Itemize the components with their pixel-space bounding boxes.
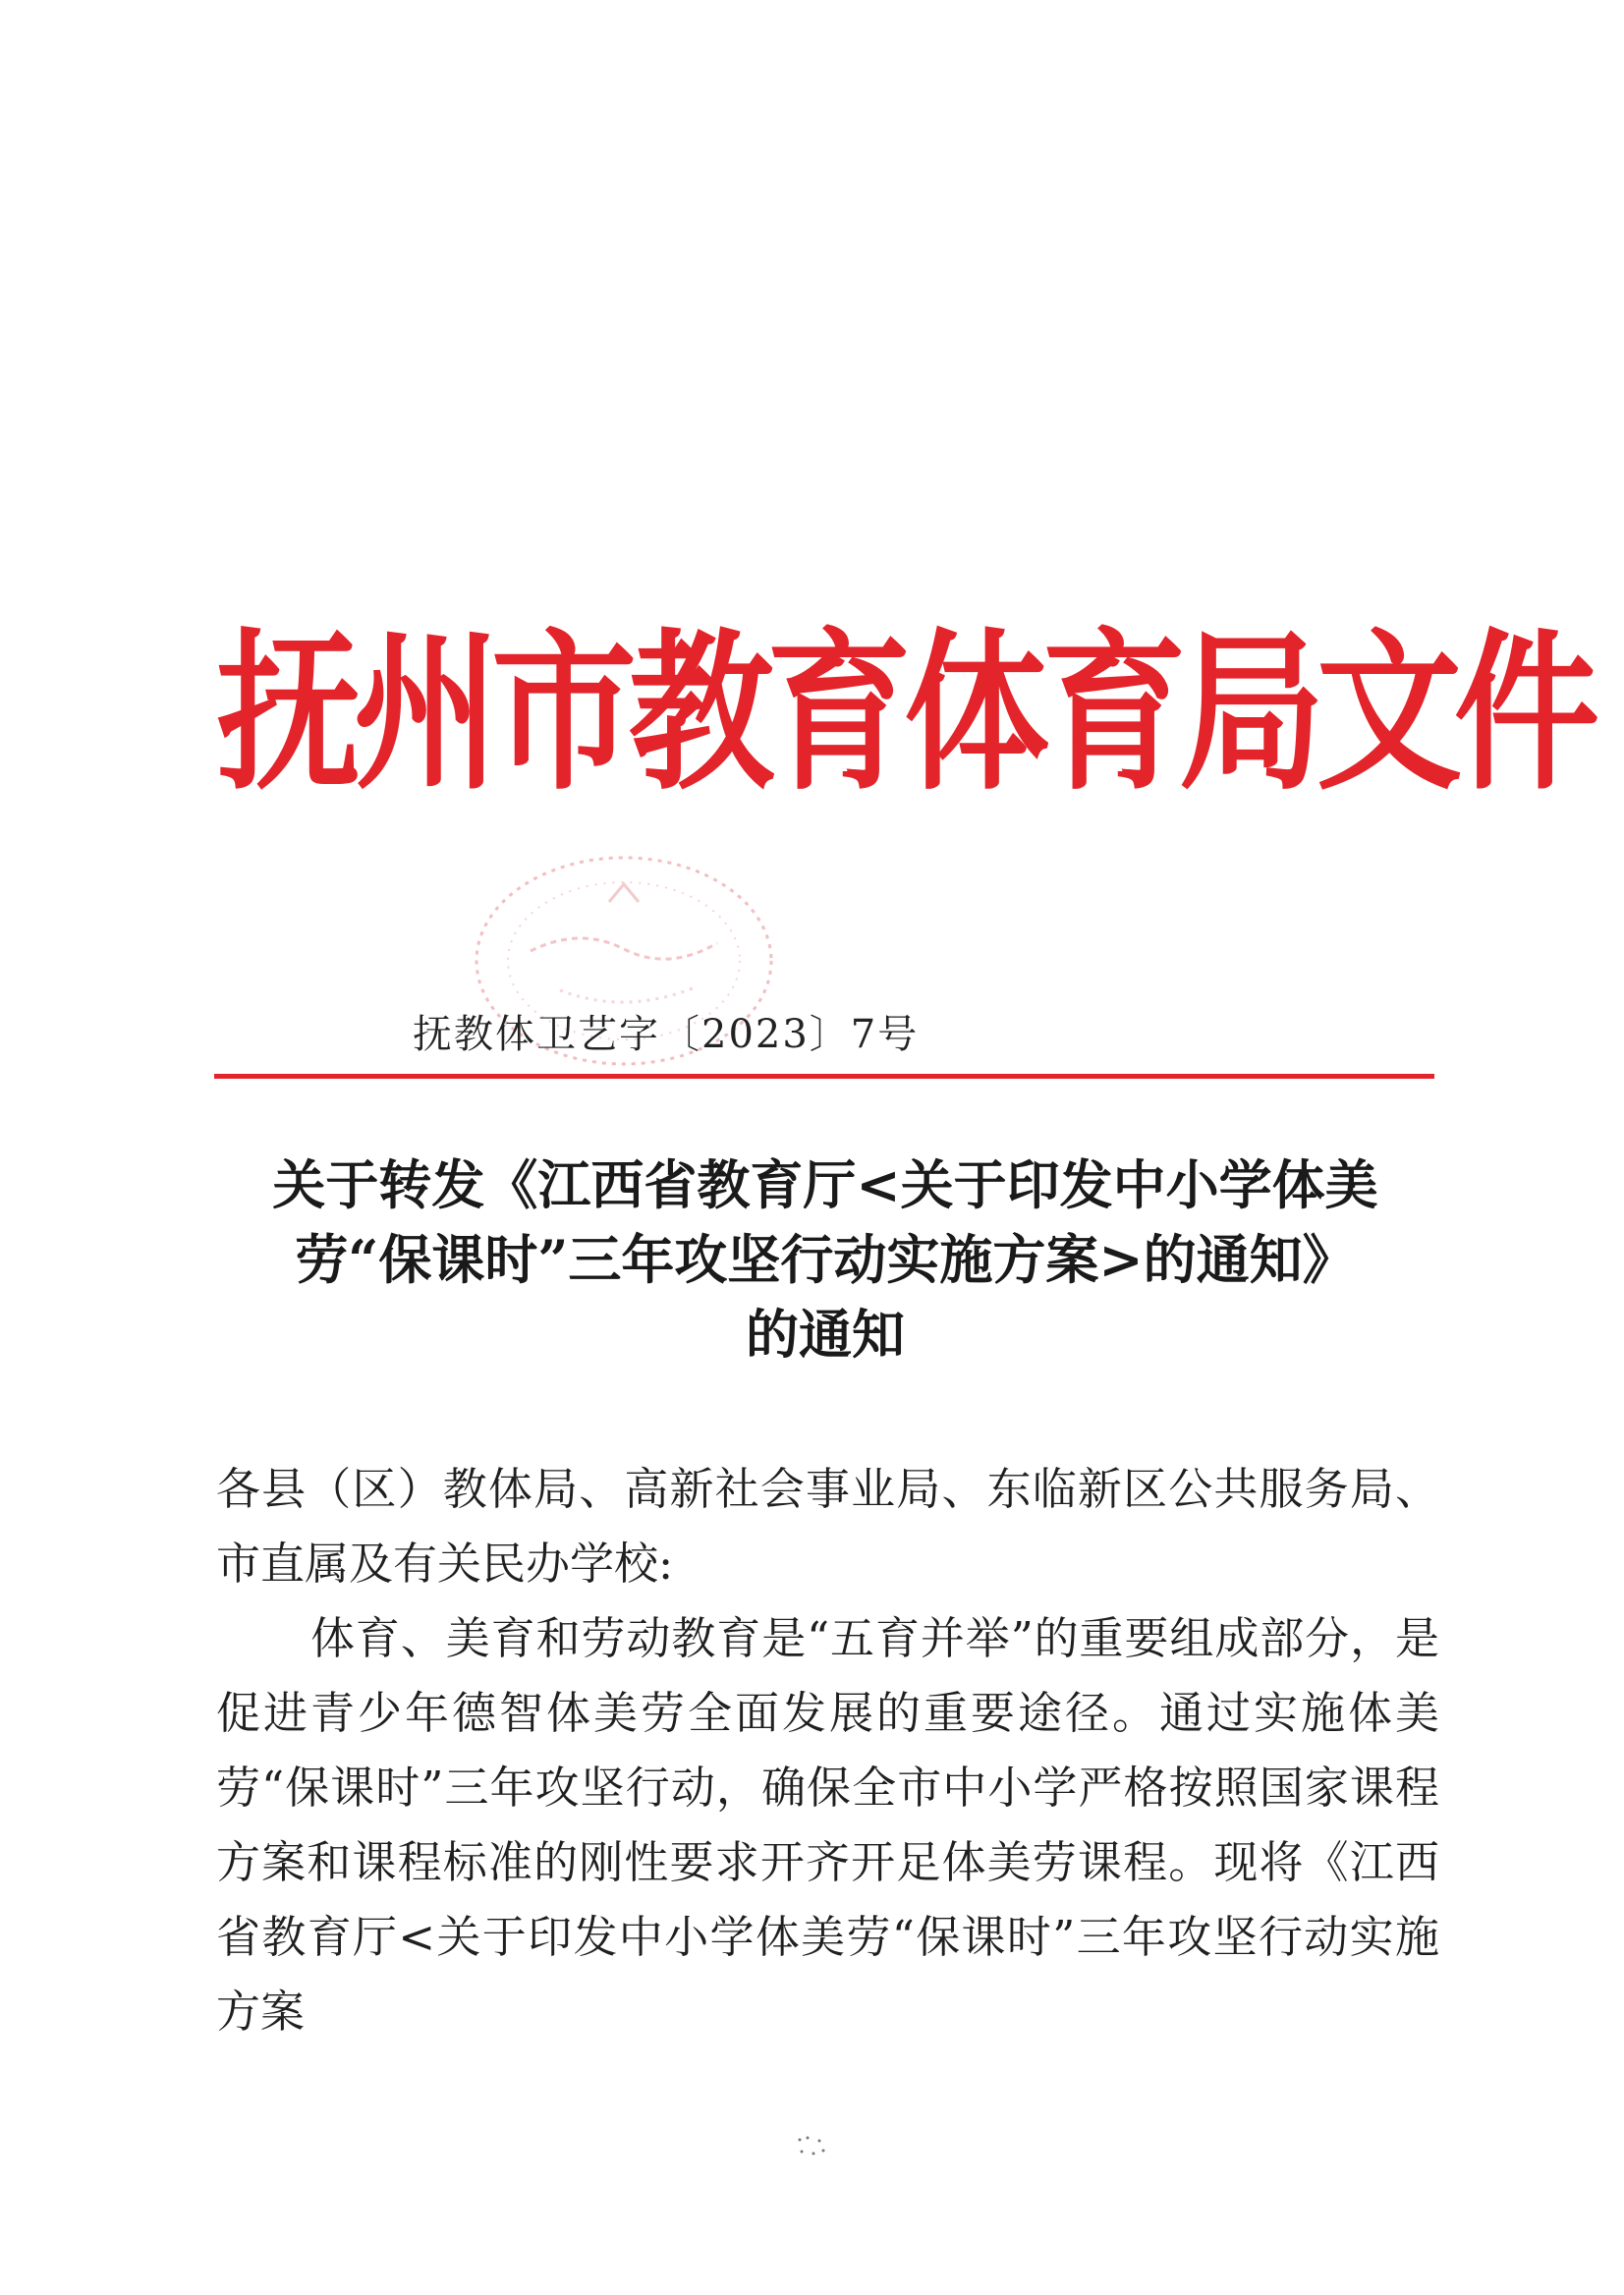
body-paragraph: 体育、美育和劳动教育是“五育并举”的重要组成部分，是促进青少年德智体美劳全面发展的重要途径。通过实施体美劳“保课时”三年攻坚行动，确保全市中小学严格按照国家课程方案和课程标准的刚性要求开齐开足体美劳课程。现将《江西省教育厅<关于印发中小学体美劳“保课时”三年攻坚行动实施方案 bbox=[216, 1612, 1439, 2038]
document-number: 抚教体卫艺字〔2023〕7号 bbox=[413, 1012, 920, 1057]
title-line-2: 劳“保课时”三年攻坚行动实施方案>的通知》 bbox=[295, 1228, 1356, 1291]
document-body bbox=[216, 1452, 1439, 2049]
page-dot-marks bbox=[794, 2132, 833, 2161]
title-line-3: 的通知 bbox=[746, 1303, 905, 1366]
red-divider-line bbox=[214, 1074, 1434, 1079]
document-title bbox=[211, 1148, 1439, 1371]
issuer-title: 抚州市教育体育局文件 bbox=[216, 613, 1592, 813]
title-line-1: 关于转发《江西省教育厅<关于印发中小学体美 bbox=[272, 1153, 1378, 1216]
salutation: 各县（区）教体局、高新社会事业局、东临新区公共服务局、市直属及有关民办学校: bbox=[216, 1463, 1439, 1590]
